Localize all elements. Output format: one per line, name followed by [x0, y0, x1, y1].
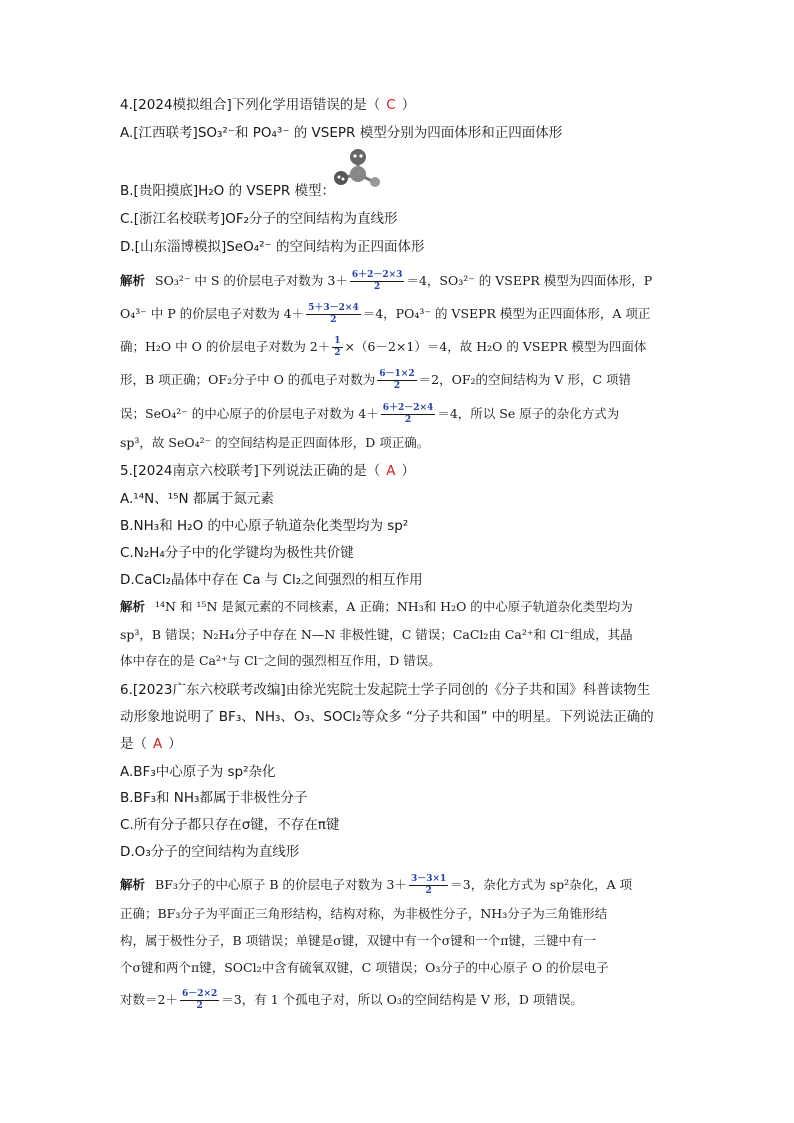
fraction: $\frac{6+2-2\times 4}{2}$	[382, 403, 434, 425]
q4-option-a: A.[江西联考]SO₃²⁻和 PO₄³⁻ 的 VSEPR 模型分别为四面体形和正四面体形	[120, 125, 563, 141]
q4-solution-line-4: 形，B 项正确；OF₂分子中 O 的孤电子对数为 $\frac{6-1\times 2}{2}$ ＝2，OF₂的空间结构为 V 形，C 项错	[120, 369, 632, 391]
solution-label: 解析	[120, 273, 146, 288]
q6-option-c: C.所有分子都只存在σ键，不存在π键	[120, 817, 340, 833]
q6-solution-line-2: 正确；BF₃分子为平面正三角形结构，结构对称，为非极性分子，NH₃分子为三角锥形结	[120, 906, 608, 921]
q4-answer: C	[386, 97, 396, 113]
q5-solution-line-2: sp³，B 错误；N₂H₄分子中存在 N—N 非极性键，C 错误；CaCl₂由 Ca²⁺和 Cl⁻组成，其晶	[120, 627, 633, 642]
q6-answer: A	[153, 736, 163, 752]
q5-option-a: A.¹⁴N、¹⁵N 都属于氮元素	[120, 491, 274, 507]
q6-stem-line-1: 6.[2023广东六校联考改编]由徐光宪院士发起院士学子同创的《分子共和国》科普读物生	[120, 682, 651, 698]
h2o-vsepr-model-icon	[328, 146, 388, 192]
q4-option-c: C.[浙江名校联考]OF₂分子的空间结构为直线形	[120, 211, 398, 227]
q4-option-b: B.[贵阳摸底]H₂O 的 VSEPR 模型：	[120, 183, 336, 199]
solution-label: 解析	[120, 599, 146, 614]
q6-option-b: B.BF₃和 NH₃都属于非极性分子	[120, 790, 308, 806]
q5-solution-line-3: 体中存在的是 Ca²⁺与 Cl⁻之间的强烈相互作用，D 错误。	[120, 653, 441, 668]
q6-option-a: A.BF₃中心原子为 sp²杂化	[120, 764, 276, 780]
fraction: $\frac{3-3\times 1}{2}$	[410, 874, 447, 896]
fraction: $\frac{6-2\times 2}{2}$	[181, 989, 218, 1011]
fraction: $\frac{6-1\times 2}{2}$	[379, 369, 415, 391]
q6-solution-line-5: 对数＝2＋ $\frac{6-2\times 2}{2}$ ＝3，有 1 个孤电子对，所以 O₃的空间结构是 V 形，D 项错误。	[120, 989, 583, 1011]
q5-answer: A	[386, 463, 396, 479]
q5-option-b: B.NH₃和 H₂O 的中心原子轨道杂化类型均为 sp²	[120, 518, 409, 534]
q4-solution-line-6: sp³，故 SeO₄²⁻ 的空间结构是正四面体形，D 项正确。	[120, 435, 430, 450]
q5-solution-line-1: 解析 ¹⁴N 和 ¹⁵N 是氮元素的不同核素，A 正确；NH₃和 H₂O 的中心原子轨道杂化类型均为	[120, 599, 633, 614]
q5-option-c: C.N₂H₄分子中的化学键均为极性共价键	[120, 545, 354, 561]
q5-stem: 5.[2024南京六校联考]下列说法正确的是（ A ）	[120, 463, 416, 479]
fraction: $\frac{6+2-2\times 3}{2}$	[351, 270, 403, 292]
q4-solution-line-1: 解析 SO₃²⁻ 中 S 的价层电子对数为 3＋ $\frac{6+2-2\times 3}{2}$ ＝4，SO₃²⁻ 的 VSEPR 模型为四面体形，P	[120, 270, 653, 292]
q4-stem: 4.[2024模拟组合]下列化学用语错误的是（ C ）	[120, 97, 416, 113]
q4-option-d: D.[山东淄博模拟]SeO₄²⁻ 的空间结构为正四面体形	[120, 239, 425, 255]
fraction: $\frac{5+3-2\times 4}{2}$	[308, 303, 359, 325]
q5-option-d: D.CaCl₂晶体中存在 Ca 与 Cl₂之间强烈的相互作用	[120, 572, 423, 588]
q6-solution-line-1: 解析 BF₃分子的中心原子 B 的价层电子对数为 3＋ $\frac{3-3\times 1}{2}$ ＝3，杂化方式为 sp²杂化，A 项	[120, 874, 633, 896]
q6-solution-line-3: 构，属于极性分子，B 项错误；单键是σ键，双键中有一个σ键和一个π键，三键中有一	[120, 933, 596, 948]
q6-option-d: D.O₃分子的空间结构为直线形	[120, 844, 300, 860]
q6-stem-line-2: 动形象地说明了 BF₃、NH₃、O₃、SOCl₂等众多 “分子共和国” 中的明星。下列说法正确的	[120, 709, 654, 725]
q4-solution-line-3: 确；H₂O 中 O 的价层电子对数为 2＋ $\frac{1}{2}$ ×（6－2×1）＝4，故 H₂O 的 VSEPR 模型为四面体	[120, 336, 647, 358]
q6-solution-line-4: 个σ键和两个π键，SOCl₂中含有硫氧双键，C 项错误；O₃分子的中心原子 O 的价层电子	[120, 960, 609, 975]
q6-stem-line-3: 是（ A ）	[120, 736, 182, 752]
solution-label: 解析	[120, 877, 146, 892]
q4-solution-line-2: O₄³⁻ 中 P 的价层电子对数为 4＋ $\frac{5+3-2\times 4}{2}$ ＝4，PO₄³⁻ 的 VSEPR 模型为正四面体形，A 项正	[120, 303, 651, 325]
fraction: $\frac{1}{2}$	[334, 336, 341, 358]
q4-solution-line-5: 误；SeO₄²⁻ 的中心原子的价层电子对数为 4＋ $\frac{6+2-2\times 4}{2}$ ＝4，所以 Se 原子的杂化方式为	[120, 403, 620, 425]
